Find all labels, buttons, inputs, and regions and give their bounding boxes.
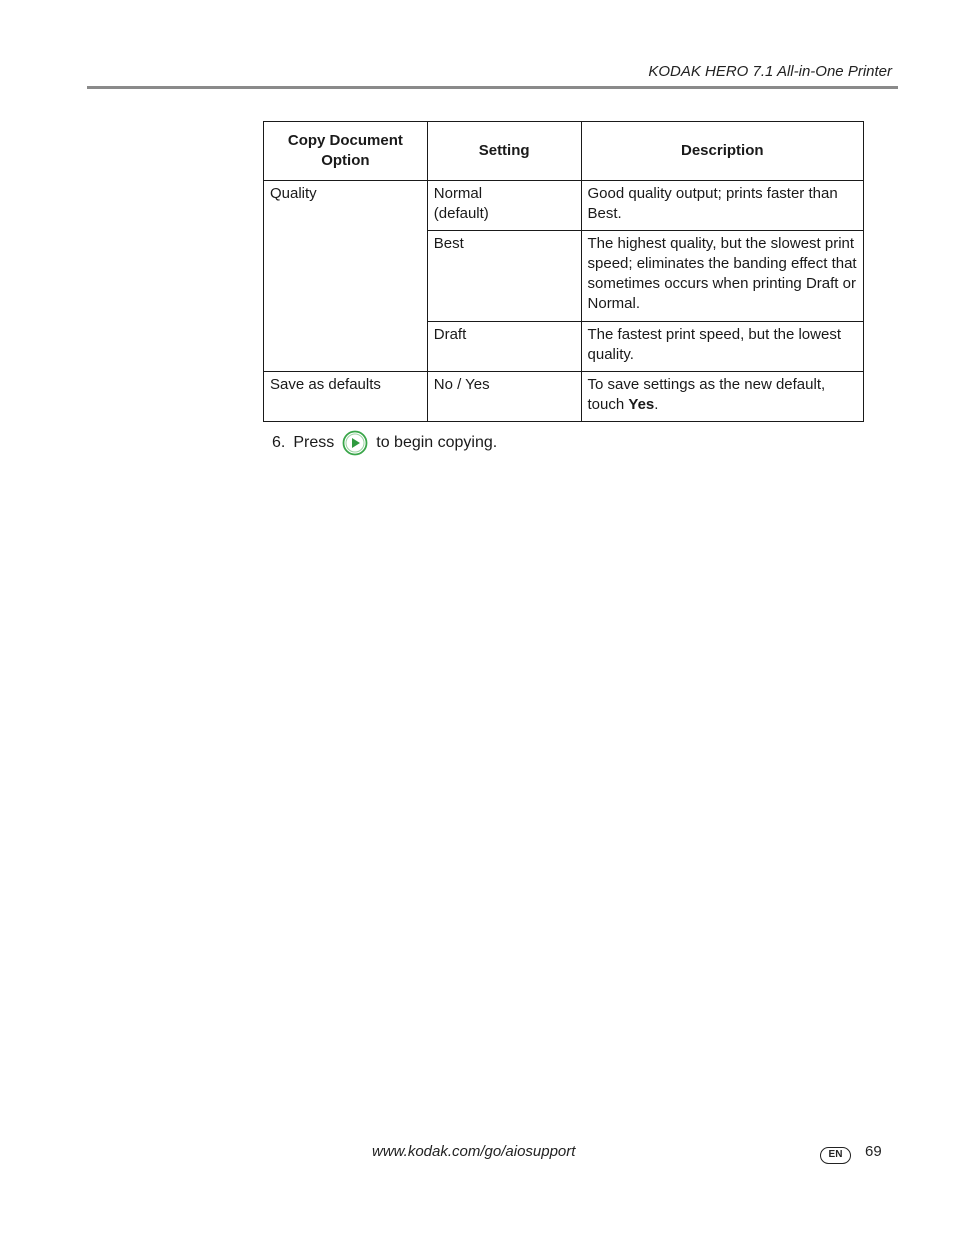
option-cell: Save as defaults	[264, 372, 428, 422]
language-badge: EN	[820, 1147, 851, 1164]
option-cell: Quality	[264, 181, 428, 372]
description-cell	[581, 372, 863, 422]
page-number: 69	[865, 1143, 882, 1160]
header-rule	[87, 86, 898, 89]
column-header-option: Copy Document Option	[264, 122, 428, 181]
description-cell: Good quality output; prints faster than Best.	[581, 181, 863, 231]
setting-cell	[427, 181, 581, 231]
header-title: KODAK HERO 7.1 All-in-One Printer	[648, 63, 892, 80]
setting-cell: Best	[427, 231, 581, 322]
step-6	[272, 430, 497, 456]
start-play-icon	[342, 430, 368, 456]
column-header-setting: Setting	[427, 122, 581, 181]
description-suffix: .	[654, 396, 659, 413]
step-text-after: to begin copying.	[376, 434, 498, 451]
description-text: To save settings as the new default, touch	[587, 376, 826, 413]
step-number: 6.	[272, 434, 286, 451]
table-row	[264, 181, 864, 231]
table-row	[264, 372, 864, 422]
copy-options-table	[263, 121, 864, 422]
column-header-description: Description	[581, 122, 863, 181]
setting-cell: Draft	[427, 322, 581, 372]
description-cell: The fastest print speed, but the lowest quality.	[581, 322, 863, 372]
step-text-before: Press	[293, 434, 335, 451]
setting-text: Normal (default)	[433, 185, 489, 222]
table-header-row	[264, 122, 864, 181]
description-bold: Yes	[628, 396, 655, 413]
setting-cell: No / Yes	[427, 372, 581, 422]
footer-url: www.kodak.com/go/aiosupport	[372, 1143, 576, 1160]
description-cell: The highest quality, but the slowest print speed; eliminates the banding effect that sometimes occurs when printing Draft or Normal.	[581, 231, 863, 322]
